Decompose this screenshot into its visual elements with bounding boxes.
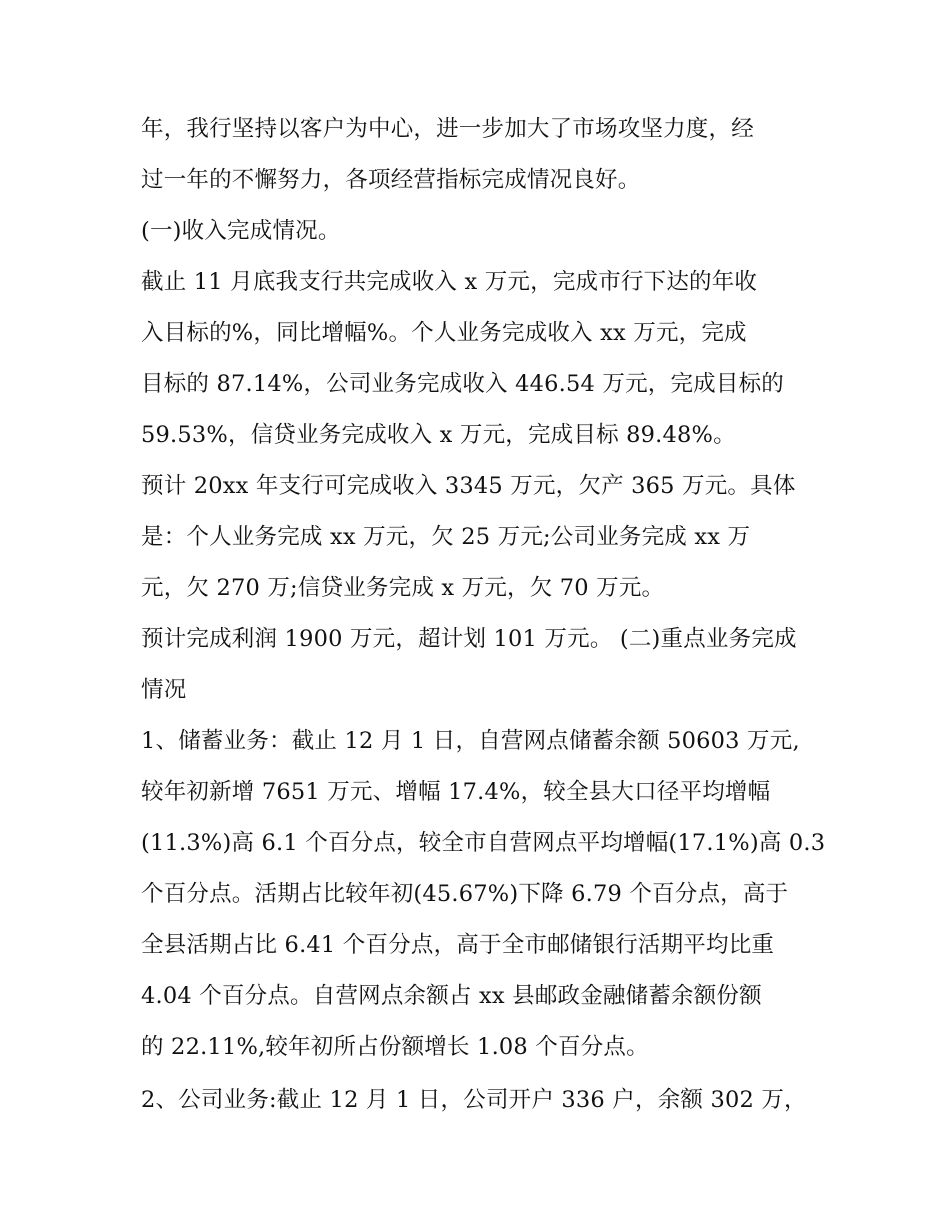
paragraph-line: (11.3%)高 6.1 个百分点，较全市自营网点平均增幅(17.1%)高 0.3 <box>141 830 826 856</box>
paragraph-line: 年，我行坚持以客户为中心，进一步加大了市场攻坚力度，经 <box>141 116 754 142</box>
paragraph-line: 2、公司业务:截止 12 月 1 日，公司开户 336 户，余额 302 万， <box>141 1087 807 1113</box>
paragraph-line: 59.53%，信贷业务完成收入 x 万元，完成目标 89.48%。 <box>141 422 736 448</box>
paragraph-line: 入目标的%，同比增幅%。个人业务完成收入 xx 万元，完成 <box>141 320 747 346</box>
paragraph-line: 预计完成利润 1900 万元，超计划 101 万元。 (二)重点业务完成 <box>141 626 797 652</box>
paragraph-line: 的 22.11%,较年初所占份额增长 1.08 个百分点。 <box>141 1034 649 1060</box>
paragraph-line: 过一年的不懈努力，各项经营指标完成情况良好。 <box>141 167 641 193</box>
paragraph-line: 预计 20xx 年支行可完成收入 3345 万元，欠产 365 万元。具体 <box>141 473 796 499</box>
paragraph-line: 全县活期占比 6.41 个百分点，高于全市邮储银行活期平均比重 <box>141 932 775 958</box>
paragraph-line: 个百分点。活期占比较年初(45.67%)下降 6.79 个百分点，高于 <box>141 881 789 907</box>
paragraph-line: 截止 11 月底我支行共完成收入 x 万元，完成市行下达的年收 <box>141 269 758 295</box>
paragraph-line: 较年初新增 7651 万元、增幅 17.4%，较全县大口径平均增幅 <box>141 779 771 805</box>
section-heading-income: (一)收入完成情况。 <box>141 218 341 244</box>
paragraph-line: 是：个人业务完成 xx 万元，欠 25 万元;公司业务完成 xx 万 <box>141 524 751 550</box>
paragraph-line: 1、储蓄业务：截止 12 月 1 日，自营网点储蓄余额 50603 万元, <box>141 728 800 754</box>
document-body <box>141 104 826 1126</box>
paragraph-line: 元，欠 270 万;信贷业务完成 x 万元，欠 70 万元。 <box>141 575 665 601</box>
section-heading-key-business: 情况 <box>141 677 187 703</box>
paragraph-line: 目标的 87.14%，公司业务完成收入 446.54 万元，完成目标的 <box>141 371 784 397</box>
paragraph-line: 4.04 个百分点。自营网点余额占 xx 县邮政金融储蓄余额份额 <box>141 983 762 1009</box>
